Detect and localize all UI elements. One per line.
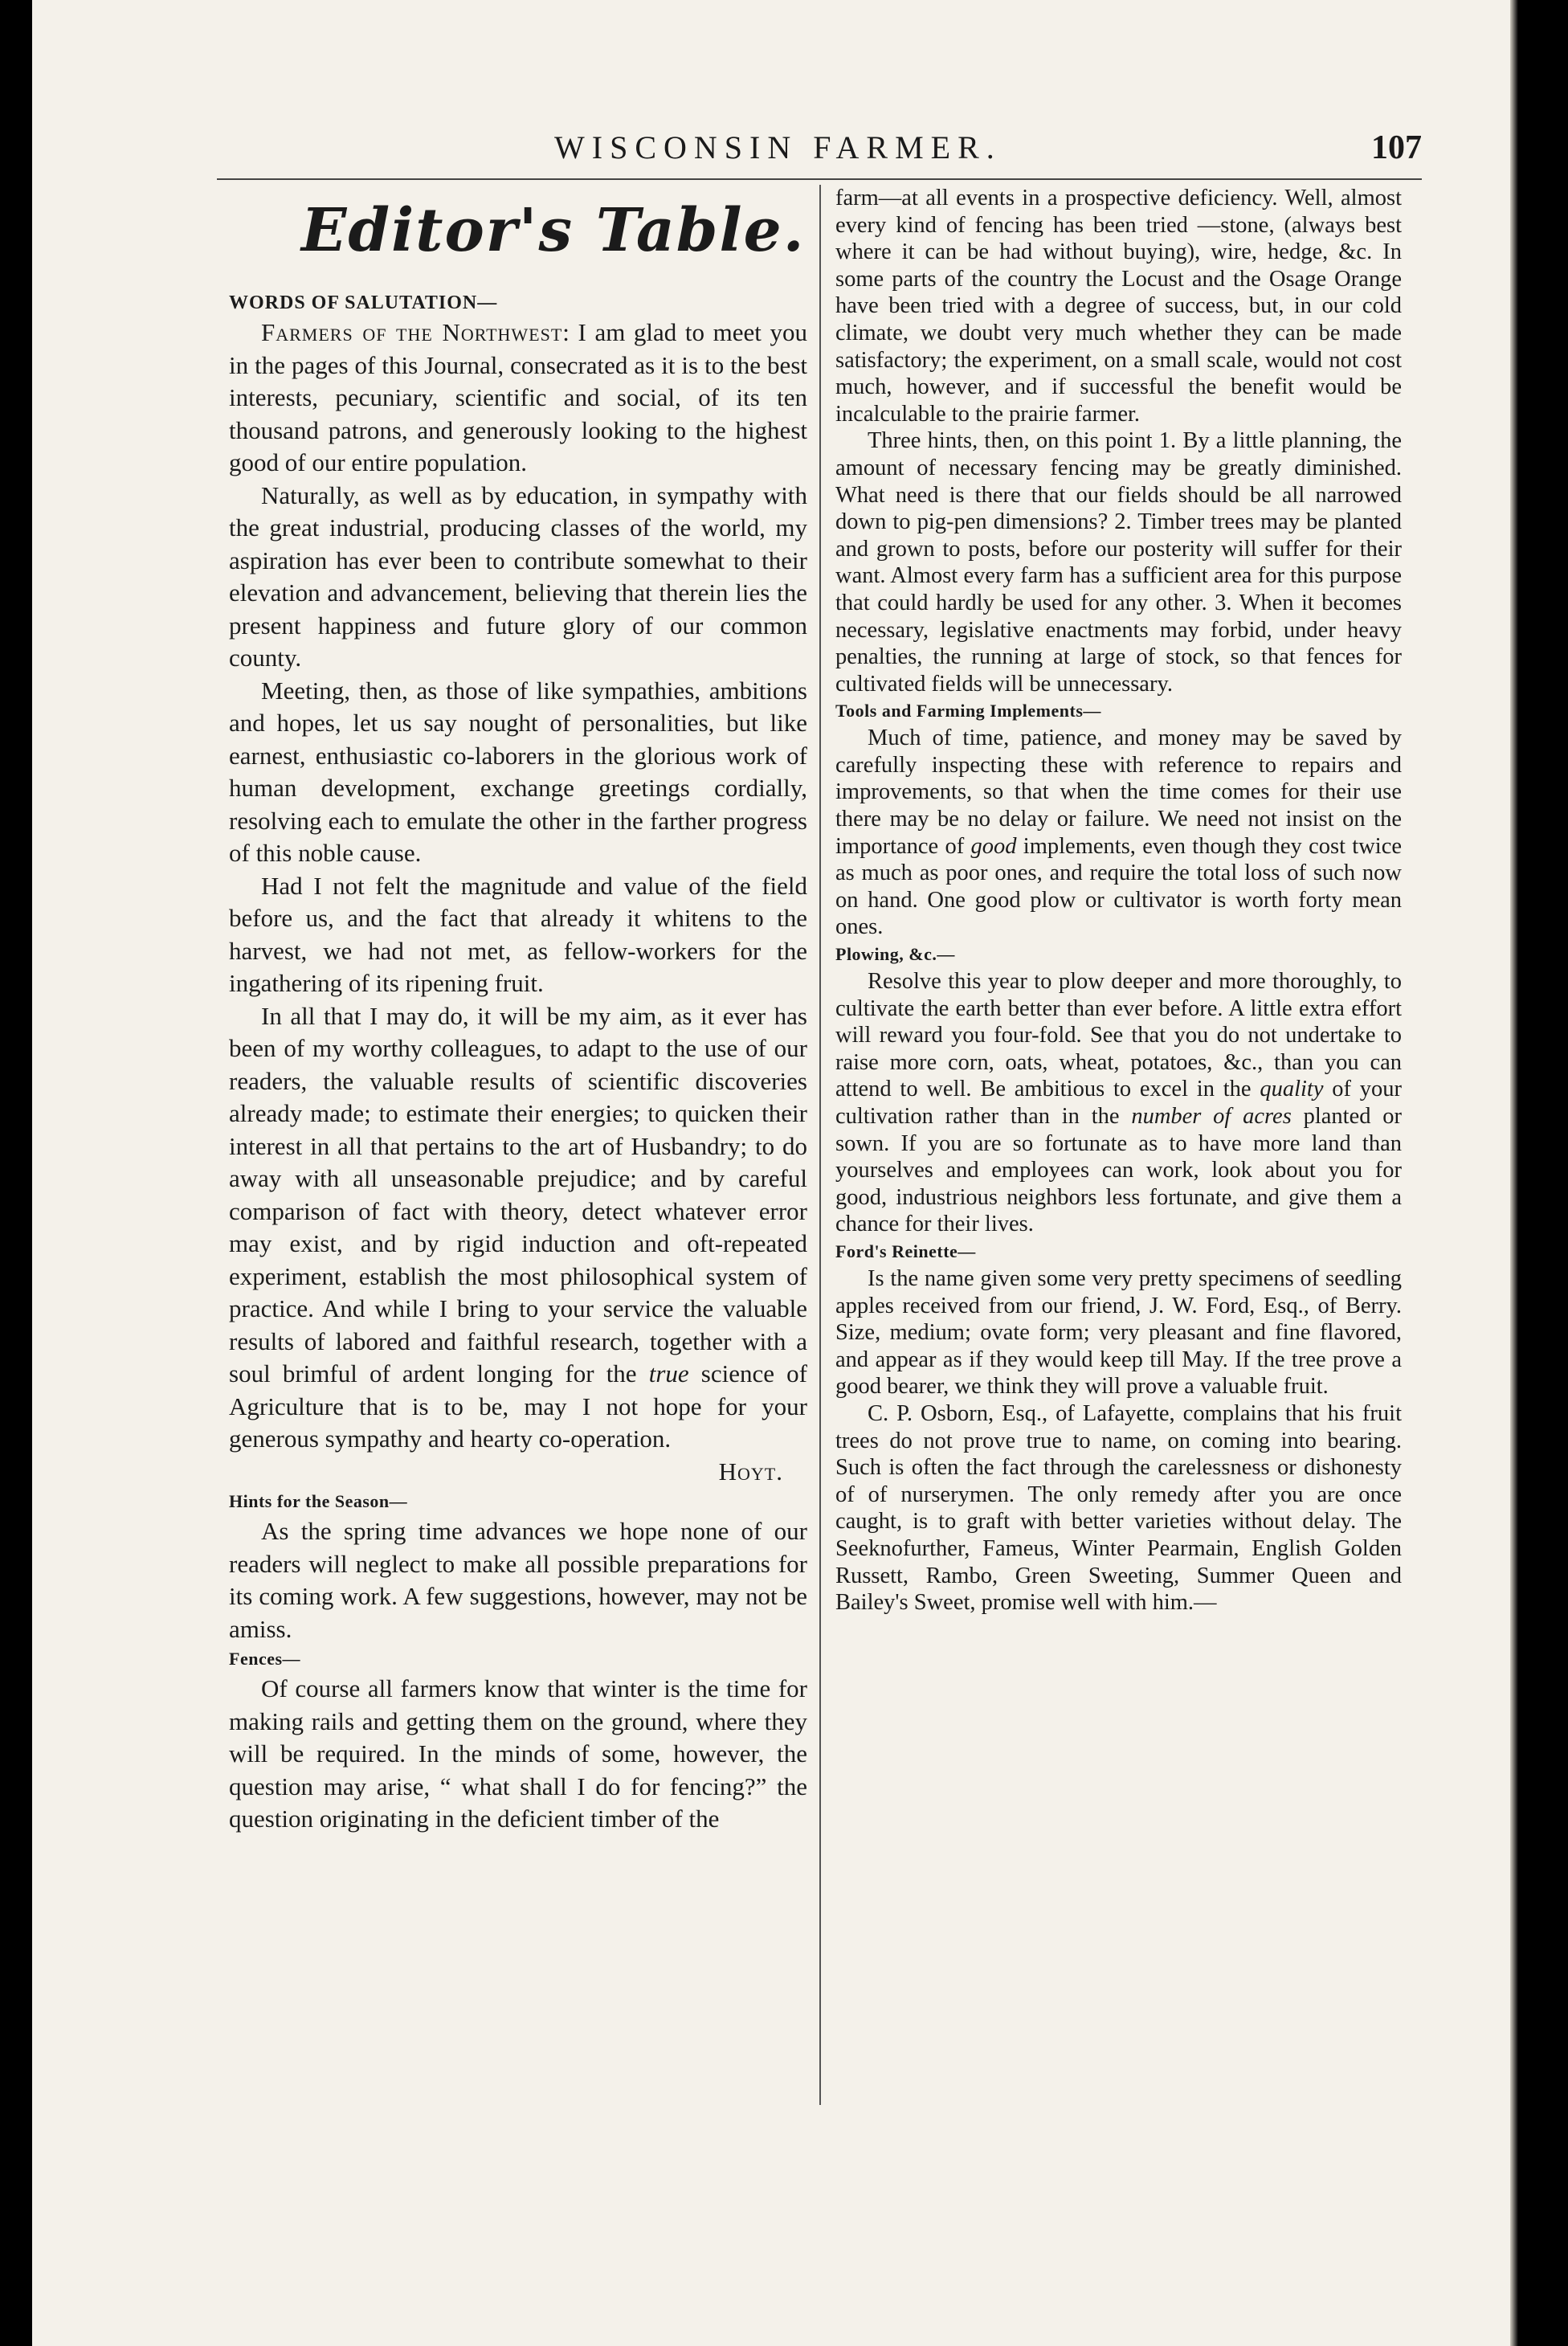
signature: Hoyt. [718, 1457, 783, 1486]
column-divider [819, 185, 821, 2105]
salutation-text: : I am glad to meet you in the pages of this Journal, consecrated as it is to the best interests, pecuniary, scientific and social, of its ten thousand patrons, and generously looking to the highest good of our entire population. [229, 318, 807, 476]
salutation-heading: WORDS OF SALUTATION— [229, 292, 498, 313]
paragraph-4: Had I not felt the magnitude and value of the field before us, and the fact that already it whitens to the harvest, we had not met, as fellow-workers for the ingathering of its ripening fruit. [229, 871, 807, 997]
paragraph-5-emphasis: true [648, 1359, 689, 1388]
page-number: 107 [1371, 129, 1422, 166]
fords-heading: Ford's Reinette— [835, 1240, 976, 1261]
header-rule [217, 178, 1422, 180]
fences-heading: Fences— [229, 1649, 301, 1669]
tools-text-b: implements, even though they cost twice as much as poor ones, and require the total loss of such now on hand. One good plow or cultivator is worth forty mean ones. [835, 833, 1402, 940]
tools-text-a: Much of time, patience, and money may be saved by carefully inspecting these with reference to repairs and improvements, so that when the time comes for their use there may be no delay or failure. We need not insist on the importance of [835, 725, 1402, 859]
plowing-text-a: Resolve this year to plow deeper and more thoroughly, to cultivate the earth better than ever before. A little extra effort will reward you four-fold. See that you do not undertake to raise more corn, oats, wheat, potatoes, &c., than you can attend to well. Be ambitious to excel in the [835, 969, 1402, 1102]
masthead-title: Editor's Table. [301, 196, 806, 265]
fences-continuation: farm—at all events in a prospective deficiency. Well, almost every kind of fencing has been tried —stone, (always best where it can be had without buying), wire, hedge, &c. In some parts of the country the Locust and the Osage Orange have been tried with a degree of success, but, in our cold climate, we doubt very much whether they can be made satisfactory; the experiment, on a small scale, would not cost much, however, and if successful the benefit would be incalculable to the prairie farmer. [835, 186, 1402, 427]
newspaper-page [32, 0, 1510, 2346]
salutation-addressee: Farmers of the Northwest [261, 318, 563, 346]
fords-paragraph: Is the name given some very pretty specimens of seedling apples received from our friend, J. W. Ford, Esq., of Berry. Size, medium; ovate form; very pleasant and fine flavored, and appear as if they would keep till May. If the tree prove a good bearer, we think they will prove a valuable fruit. [835, 1265, 1402, 1400]
tools-heading: Tools and Farming Implements— [835, 701, 1101, 721]
running-head: WISCONSIN FARMER. [554, 129, 1002, 166]
page-header [209, 129, 1422, 177]
plowing-emphasis-quality: quality [1260, 1077, 1324, 1102]
plowing-text-b: of your cultivation rather than in the [835, 1077, 1402, 1129]
plowing-emphasis-acres: number of acres [1131, 1104, 1292, 1129]
paragraph-2: Naturally, as well as by education, in sympathy with the great industrial, producing classes of the world, my aspiration has ever been to contribute somewhat to their elevation and advancement, believing that therein lies the present happiness and future glory of our common county. [229, 480, 807, 672]
hints-heading: Hints for the Season— [229, 1491, 408, 1511]
plowing-heading: Plowing, &c.— [835, 944, 955, 965]
three-hints-paragraph: Three hints, then, on this point 1. By a little planning, the amount of necessary fencing may be greatly diminished. What need is there that our fields should be all narrowed down to pig-pen dimensions? 2. Timber trees may be planted and grown to posts, before our posterity will suffer for their want. Almost every farm has a sufficient area for this purpose that could hardly be used for any other. 3. When it becomes necessary, legislative enactments may forbid, under heavy penalties, the running at large of stock, so that fences for cultivated fields will be unnecessary. [835, 428, 1402, 697]
paragraph-5-a: In all that I may do, it will be my aim, as it ever has been of my worthy colleagues, to adapt to the use of our readers, the valuable results of scientific discoveries already made; to estimate their energies; to quicken their interest in all that pertains to the art of Husbandry; to do away with all unseasonable prejudice; and by careful comparison of fact with theory, detect whatever error may exist, and by rigid induction and oft-repeated experiment, establish the most philosophical system of practice. And while I bring to your service the valuable results of labored and faithful research, together with a soul brimful of ardent longing for the [229, 1001, 807, 1388]
plowing-text-c: planted or sown. If you are so fortunate as to have more land than yourselves and employees can work, look about you for good, industrious neighbors less fortunate, and give them a chance for their lives. [835, 1104, 1402, 1237]
left-column [229, 185, 807, 1836]
salutation-paragraph [229, 317, 807, 480]
right-column [835, 185, 1402, 1616]
paragraph-5-b: science of Agriculture that is to be, may I not hope for your generous sympathy and hearty co-operation. [229, 1359, 807, 1453]
page-edge [1510, 0, 1518, 2346]
osborn-paragraph: C. P. Osborn, Esq., of Lafayette, complains that his fruit trees do not prove true to name, on coming into bearing. Such is often the fact through the carelessness or dishonesty of of nurserymen. The only remedy after you are once caught, is to graft with better varieties without delay. The Seeknofurther, Fameus, Winter Pearmain, English Golden Russett, Rambo, Green Sweeting, Summer Queen and Bailey's Sweet, promise well with him.— [835, 1400, 1402, 1616]
tools-paragraph [835, 725, 1402, 941]
paragraph-5 [229, 1000, 807, 1456]
paragraph-3: Meeting, then, as those of like sympathies, ambitions and hopes, let us say nought of personalities, but like earnest, enthusiastic co-laborers in the glorious work of human development, exchange greetings cordially, resolving each to emulate the other in the farther progress of this noble cause. [229, 676, 807, 867]
hints-paragraph: As the spring time advances we hope none of our readers will neglect to make all possible preparations for its coming work. A few suggestions, however, may not be amiss. [229, 1517, 807, 1643]
tools-emphasis: good [970, 833, 1017, 859]
fences-paragraph: Of course all farmers know that winter is the time for making rails and getting them on the ground, where they will be required. In the minds of some, however, the question may arise, “ what shall I do for fencing?” the question originating in the deficient timber of the [229, 1674, 807, 1833]
plowing-paragraph [835, 968, 1402, 1238]
